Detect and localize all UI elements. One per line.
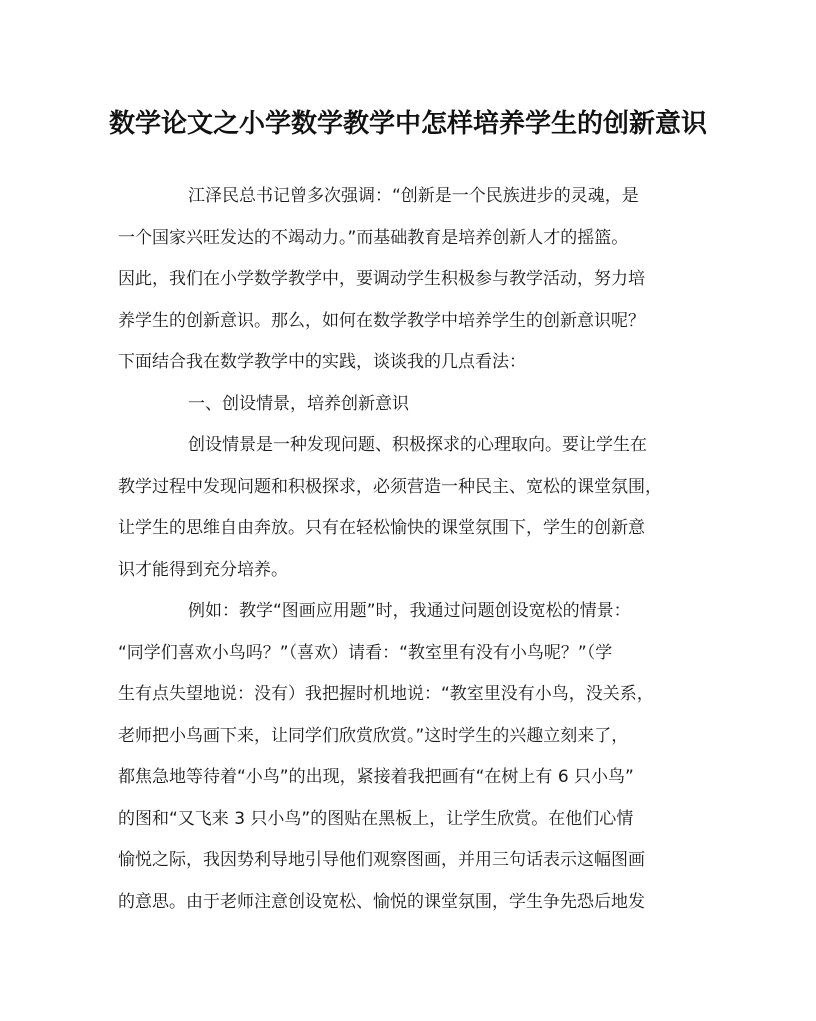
- paragraph-line-3: 因此，我们在小学数学教学中，要调动学生积极参与教学活动，努力培: [118, 269, 645, 289]
- paragraph-line-12: “同学们喜欢小鸟吗？”（喜欢）请看：“教室里有没有小鸟呢？”（学: [118, 642, 613, 663]
- section-heading: 一、创设情景，培养创新意识: [188, 393, 409, 414]
- document-body: [118, 176, 696, 923]
- paragraph-line-4: 养学生的创新意识。那么，如何在数学教学中培养学生的创新意识呢？: [118, 310, 645, 331]
- paragraph-line-16: 的图和“又飞来 3 只小鸟”的图贴在黑板上，让学生欣赏。在他们心情: [118, 808, 634, 829]
- document-title: 数学论文之小学数学教学中怎样培养学生的创新意识: [108, 109, 707, 139]
- paragraph-line-9: 让学生的思维自由奔放。只有在轻松愉快的课堂氛围下，学生的创新意: [118, 518, 645, 538]
- paragraph-line-11: 例如：教学“图画应用题”时，我通过问题创设宽松的情景：: [188, 601, 631, 621]
- paragraph-line-14: 老师把小鸟画下来，让同学们欣赏欣赏。”这时学生的兴趣立刻来了，: [118, 725, 629, 746]
- paragraph-line-2: 一个国家兴旺发达的不竭动力。”而基础教育是培养创新人才的摇篮。: [118, 227, 629, 248]
- paragraph-line-7: 创设情景是一种发现问题、积极探求的心理取向。要让学生在: [188, 435, 647, 455]
- paragraph-line-1: 江泽民总书记曾多次强调：“创新是一个民族进步的灵魂，是: [188, 186, 639, 206]
- paragraph-line-8: 教学过程中发现问题和积极探求，必须营造一种民主、宽松的课堂氛围，: [118, 476, 662, 497]
- paragraph-line-5: 下面结合我在数学教学中的实践，谈谈我的几点看法：: [118, 352, 526, 372]
- paragraph-line-13: 生有点失望地说：没有）我把握时机地说：“教室里没有小鸟，没关系，: [118, 684, 654, 704]
- paragraph-line-18: 的意思。由于老师注意创设宽松、愉悦的课堂氛围，学生争先恐后地发: [118, 891, 645, 912]
- paragraph-line-17: 愉悦之际，我因势利导地引导他们观察图画，并用三句话表示这幅图画: [118, 850, 645, 870]
- paragraph-line-15: 都焦急地等待着“小鸟”的出现，紧接着我把画有“在树上有 6 只小鸟”: [118, 767, 634, 787]
- paragraph-line-10: 识才能得到充分培养。: [118, 559, 288, 580]
